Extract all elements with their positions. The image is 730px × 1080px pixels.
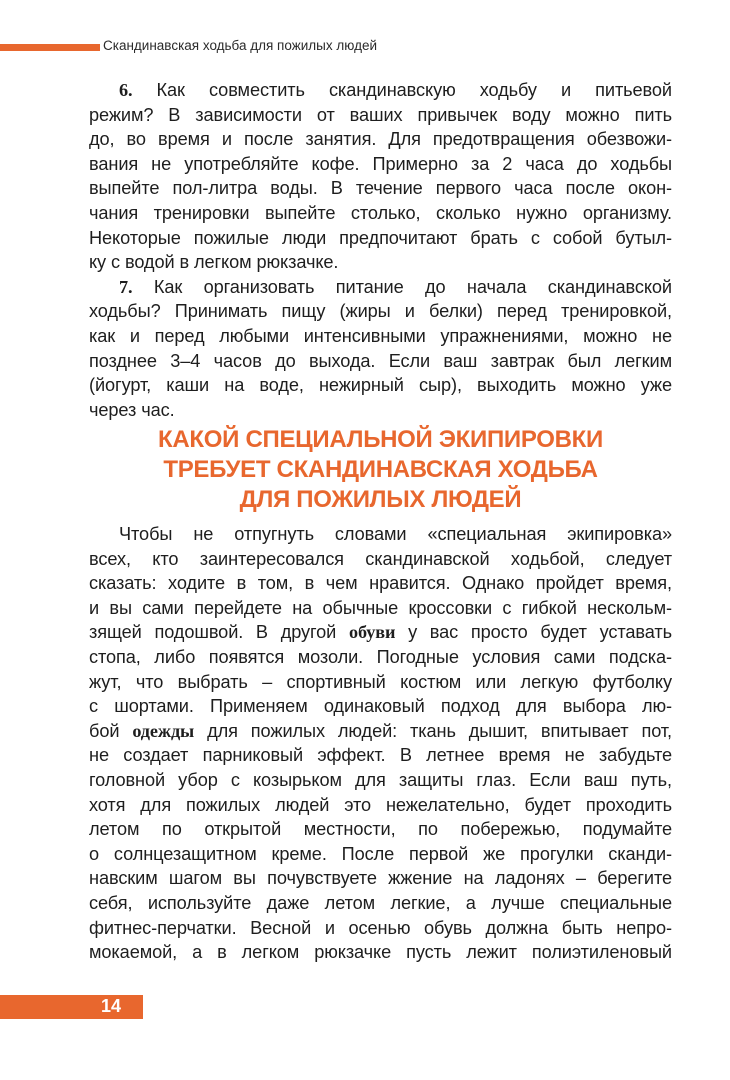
text-line: вания не употребляйте кофе. Примерно за 2 часа до ходьбы [89,153,672,174]
heading-line: ТРЕБУЕТ СКАНДИНАВСКАЯ ХОДЬБА [163,456,598,483]
text-line: позднее 3–4 часов до выхода. Если ваш завтрак был легким [89,350,672,371]
bold-term-footwear: обуви [348,622,396,643]
heading-line: КАКОЙ СПЕЦИАЛЬНОЙ ЭКИПИРОВКИ [158,426,603,453]
question-number: 6. [119,80,133,100]
text-line: через час. [89,399,175,420]
text-line [89,719,672,744]
section-equipment [89,522,672,965]
equipment-paragraph [89,522,672,965]
text-line: как и перед любыми интенсивными упражнениями, можно не [89,325,672,346]
text-span: у вас просто будет уставать [395,622,672,643]
text-line: о солнцезащитном креме. После первой же прогулки сканди- [89,843,672,864]
text-line: Некоторые пожилые люди предпочитают брать с собой бутыл- [89,227,672,248]
text-span: для пожилых людей: ткань дышит, впитывает пот, [194,720,672,741]
page-number-bar [0,995,143,1019]
text-span: Как совместить скандинавскую ходьбу и питьевой [132,80,672,100]
text-line: режим? В зависимости от ваших привычек воду можно пить [89,104,672,125]
text-line: (йогурт, каши на воде, нежирный сыр), выходить можно уже [89,375,672,396]
text-line: ходьбы? Принимать пищу (жиры и белки) перед тренировкой, [89,301,672,322]
text-line [89,78,672,103]
text-line: жут, что выбрать – спортивный костюм или легкую футболку [89,671,672,692]
text-line: летом по открытой местности, по побережью, подумайте [89,819,672,840]
text-line: навским шагом вы почувствуете жжение на ладонях – берегите [89,868,672,889]
text-line: сказать: ходите в том, в чем нравится. Однако пройдет время, [89,573,672,594]
text-line: выпейте пол-литра воды. В течение первого часа после окон- [89,178,672,199]
page-number: 14 [100,996,121,1016]
text-line: хотя для пожилых людей это нежелательно, будет проходить [89,794,672,815]
text-span: зящей подошвой. В другой [89,622,349,643]
text-line: фитнес-перчатки. Весной и осенью обувь должна быть непро- [89,917,672,938]
text-line: с шортами. Применяем одинаковый подход для выбора лю- [89,696,672,717]
section-drinking-nutrition [89,78,672,422]
question-7-paragraph [89,275,672,423]
section-heading [89,425,672,515]
heading-line: ДЛЯ ПОЖИЛЫХ ЛЮДЕЙ [239,486,522,513]
text-line: и вы сами перейдете на обычные кроссовки с гибкой нескольм- [89,597,672,618]
text-line: стопа, либо появятся мозоли. Погодные условия сами подска- [89,646,672,667]
question-number: 7. [119,276,133,297]
header-accent-bar [0,44,100,51]
text-line: до, во время и после занятия. Для предотвращения обезвожи- [89,129,672,150]
bold-term-clothing: одежды [132,720,195,741]
text-span: Как организовать питание до начала скандинавской [132,276,672,297]
running-title: Скандинавская ходьба для пожилых людей [103,38,378,53]
text-line: мокаемой, а в легком рюкзачке пусть лежит полиэтиленовый [89,942,672,963]
question-6-paragraph [89,78,672,275]
text-line: всех, кто заинтересовался скандинавской ходьбой, следует [89,548,672,569]
text-line: ку с водой в легком рюкзачке. [89,252,339,273]
text-line: Чтобы не отпугнуть словами «специальная экипировка» [119,524,672,544]
text-span: бой [89,720,133,741]
text-line [89,275,672,300]
text-line: чания тренировки выпейте столько, сколько нужно организму. [89,202,672,223]
text-line: головной убор с козырьком для защиты глаз. Если ваш путь, [89,769,672,790]
text-line [89,620,672,645]
text-line: себя, используйте даже летом легкие, а лучше специальные [89,892,672,913]
text-line: не создает парниковый эффект. В летнее время не забудьте [89,745,672,766]
